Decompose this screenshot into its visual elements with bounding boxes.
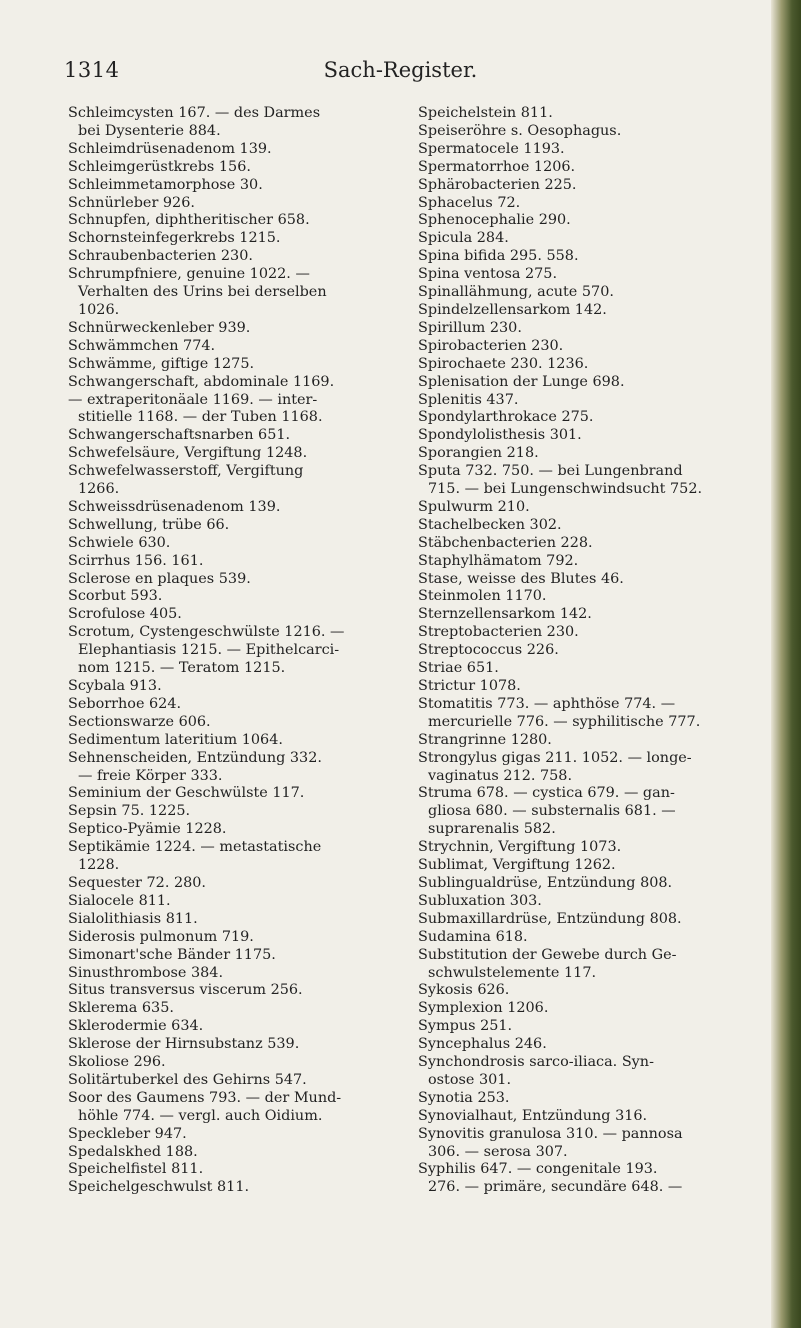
index-column-right [418, 105, 773, 1197]
index-entry [68, 947, 408, 965]
index-entry-line: Schornsteinfegerkrebs 1215. [68, 230, 281, 247]
index-entry [418, 911, 773, 929]
index-entry [68, 803, 408, 821]
running-title: Sach-Register. [323, 58, 478, 82]
index-entry-line: Schnürweckenleber 939. [68, 319, 251, 336]
index-entry-line: Subluxation 303. [418, 892, 542, 909]
index-entry-line: Soor des Gaumens 793. — der Mund- [68, 1089, 342, 1106]
index-entry [68, 1161, 408, 1179]
index-entry-line: Schwiele 630. [68, 534, 171, 551]
index-entry-line: Spina ventosa 275. [418, 266, 558, 283]
index-entry-line: Sympus 251. [418, 1018, 513, 1035]
index-entry-line: Sepsin 75. 1225. [68, 803, 191, 820]
index-entry-line: Sklerema 635. [68, 1000, 174, 1017]
index-entry-line: Scrofulose 405. [68, 606, 182, 623]
index-entry-line: Schweissdrüsenadenom 139. [68, 498, 281, 515]
index-entry-line: Seminium der Geschwülste 117. [68, 785, 305, 802]
index-entry-line: Spinallähmung, acute 570. [418, 284, 614, 301]
index-entry [418, 284, 773, 302]
index-entry-line: 306. — serosa 307. [428, 1143, 568, 1160]
index-entry-line: Sequester 72. 280. [68, 874, 207, 891]
index-entry [418, 195, 773, 213]
index-entry-line: Spindelzellensarkom 142. [418, 301, 607, 318]
index-entry-line: Substitution der Gewebe durch Ge- [418, 946, 677, 963]
index-entry-line: Sternzellensarkom 142. [418, 606, 592, 623]
index-entry-line: Struma 678. — cystica 679. — gan- [418, 785, 675, 802]
index-column-left [68, 105, 408, 1197]
index-entry-line: Spondylarthrokace 275. [418, 409, 594, 426]
index-entry [418, 732, 773, 750]
index-entry [68, 374, 408, 392]
index-entry [418, 893, 773, 911]
index-entry [68, 177, 408, 195]
index-entry [418, 660, 773, 678]
index-entry [418, 624, 773, 642]
index-entry-line: Steinmolen 1170. [418, 588, 547, 605]
index-entry-line: Schwefelwasserstoff, Vergiftung [68, 463, 304, 480]
index-entry-line: Schnupfen, diphtheritischer 658. [68, 212, 310, 229]
index-entry-line: schwulstelemente 117. [428, 964, 597, 981]
index-entry-line: Synovialhaut, Entzündung 316. [418, 1107, 648, 1124]
index-entry-line: höhle 774. — vergl. auch Oidium. [78, 1107, 323, 1124]
index-entry-line: Schwefelsäure, Vergiftung 1248. [68, 445, 308, 462]
index-entry [418, 606, 773, 624]
index-entry [68, 320, 408, 338]
index-entry [68, 588, 408, 606]
index-entry-line: 1026. [78, 301, 120, 318]
index-entry [418, 445, 773, 463]
index-entry-line: Stachelbecken 302. [418, 516, 562, 533]
index-entry-line: Schraubenbacterien 230. [68, 248, 253, 265]
index-entry [68, 624, 408, 678]
index-entry [68, 1036, 408, 1054]
index-entry-line: Symplexion 1206. [418, 1000, 549, 1017]
index-entry [418, 982, 773, 1000]
index-entry-line: Spedalskhed 188. [68, 1143, 198, 1160]
index-entry [418, 320, 773, 338]
index-entry-line: Schwellung, trübe 66. [68, 516, 230, 533]
index-entry-line: Synovitis granulosa 310. — pannosa [418, 1125, 683, 1142]
index-entry-line: Sehnenscheiden, Entzündung 332. [68, 749, 322, 766]
index-entry [68, 517, 408, 535]
index-entry [418, 463, 773, 499]
index-entry [418, 1126, 773, 1162]
index-entry-line: Spondylolisthesis 301. [418, 427, 582, 444]
index-entry-line: nom 1215. — Teratom 1215. [78, 660, 286, 677]
index-entry [68, 105, 408, 141]
index-entry-line: Elephantiasis 1215. — Epithelcarci- [78, 642, 340, 659]
index-entry-line: Schleimdrüsenadenom 139. [68, 140, 272, 157]
index-entry-line: Spulwurm 210. [418, 498, 530, 515]
index-entry-line: Siderosis pulmonum 719. [68, 928, 254, 945]
index-entry [418, 1090, 773, 1108]
index-entry [68, 266, 408, 320]
index-entry-line: Schleimgerüstkrebs 156. [68, 158, 251, 175]
index-entry [418, 499, 773, 517]
index-entry [68, 553, 408, 571]
index-entry-line: — freie Körper 333. [78, 767, 223, 784]
index-entry-line: Skoliose 296. [68, 1054, 166, 1071]
index-entry-line: Sialocele 811. [68, 892, 171, 909]
index-entry [68, 821, 408, 839]
index-entry-line: Sphärobacterien 225. [418, 176, 577, 193]
index-entry-line: Staphylhämatom 792. [418, 552, 579, 569]
index-entry [418, 230, 773, 248]
index-entry-line: Spermatorrhoe 1206. [418, 158, 576, 175]
index-entry-line: Schleimmetamorphose 30. [68, 176, 263, 193]
page-edge-shadow [771, 0, 801, 1328]
index-entry [418, 105, 773, 123]
index-entry-line: mercurielle 776. — syphilitische 777. [428, 713, 701, 730]
index-entry [418, 427, 773, 445]
index-entry-line: Streptococcus 226. [418, 642, 559, 659]
index-entry-line: Spina bifida 295. 558. [418, 248, 579, 265]
index-entry-line: Sphenocephalie 290. [418, 212, 571, 229]
index-entry-line: Speichelstein 811. [418, 105, 553, 121]
index-entry-line: Synchondrosis sarco-iliaca. Syn- [418, 1054, 654, 1071]
index-entry [418, 1054, 773, 1090]
index-entry [418, 535, 773, 553]
index-entry [418, 839, 773, 857]
index-entry-line: Sklerodermie 634. [68, 1018, 204, 1035]
index-entry-line: stitielle 1168. — der Tuben 1168. [78, 409, 323, 426]
index-entry [418, 248, 773, 266]
index-entry-line: Schleimcysten 167. — des Darmes [68, 105, 321, 121]
index-entry-line: Schwämmchen 774. [68, 337, 216, 354]
index-entry [68, 696, 408, 714]
index-entry-line: Stäbchenbacterien 228. [418, 534, 593, 551]
index-entry-line: Sporangien 218. [418, 445, 539, 462]
index-entry [418, 266, 773, 284]
index-entry-line: Sclerose en plaques 539. [68, 570, 251, 587]
index-entry-line: Sykosis 626. [418, 982, 510, 999]
index-entry [68, 571, 408, 589]
index-entry [418, 517, 773, 535]
index-entry-line: Strychnin, Vergiftung 1073. [418, 839, 622, 856]
index-entry-line: 1266. [78, 481, 120, 498]
index-entry-line: Streptobacterien 230. [418, 624, 579, 641]
index-entry-line: vaginatus 212. 758. [428, 767, 573, 784]
index-entry-line: Speichelfistel 811. [68, 1161, 204, 1178]
index-entry [68, 839, 408, 875]
index-entry [68, 338, 408, 356]
index-entry [68, 195, 408, 213]
index-entry [68, 1000, 408, 1018]
index-entry-line: — extraperitonäale 1169. — inter- [68, 391, 318, 408]
index-entry [418, 929, 773, 947]
page-number: 1314 [64, 58, 120, 82]
index-entry [68, 427, 408, 445]
index-entry [68, 875, 408, 893]
index-entry [68, 982, 408, 1000]
index-entry-line: Spicula 284. [418, 230, 509, 247]
page-header [0, 58, 801, 82]
index-entry-line: Scirrhus 156. 161. [68, 552, 204, 569]
index-entry [418, 947, 773, 983]
index-entry-line: Scybala 913. [68, 678, 162, 694]
index-entry-line: bei Dysenterie 884. [78, 122, 221, 139]
index-entry [418, 1000, 773, 1018]
index-entry [68, 535, 408, 553]
index-entry [68, 230, 408, 248]
index-entry [68, 1054, 408, 1072]
index-entry-line: Splenitis 437. [418, 391, 519, 408]
index-entry [418, 750, 773, 786]
index-entry [418, 374, 773, 392]
index-entry-line: Sinusthrombose 384. [68, 964, 224, 981]
index-entry-line: Spirochaete 230. 1236. [418, 355, 589, 372]
index-entry-line: Sphacelus 72. [418, 194, 521, 211]
index-entry-line: Schrumpfniere, genuine 1022. — [68, 266, 310, 283]
index-entry [68, 1072, 408, 1090]
index-entry [68, 356, 408, 374]
index-entry [68, 248, 408, 266]
index-entry-line: Stase, weisse des Blutes 46. [418, 570, 624, 587]
index-entry [68, 678, 408, 696]
index-entry-line: Sectionswarze 606. [68, 713, 211, 730]
index-entry-line: Sublingualdrüse, Entzündung 808. [418, 874, 673, 891]
index-entry [68, 392, 408, 428]
index-entry [68, 1018, 408, 1036]
index-entry-line: Scorbut 593. [68, 588, 163, 605]
index-entry [68, 750, 408, 786]
index-entry [418, 1018, 773, 1036]
index-entry [418, 177, 773, 195]
index-entry-line: Speiseröhre s. Oesophagus. [418, 122, 622, 139]
index-entry [418, 141, 773, 159]
index-entry [418, 785, 773, 839]
index-entry [68, 1126, 408, 1144]
index-entry [418, 159, 773, 177]
index-entry [418, 1108, 773, 1126]
index-entry [418, 392, 773, 410]
index-entry-line: 276. — primäre, secundäre 648. — [428, 1179, 683, 1196]
index-entry [68, 785, 408, 803]
index-entry-line: Strangrinne 1280. [418, 731, 552, 748]
index-entry-line: Speichelgeschwulst 811. [68, 1179, 250, 1196]
index-entry-line: Sudamina 618. [418, 928, 528, 945]
index-entry-line: Schnürleber 926. [68, 194, 195, 211]
index-entry [418, 338, 773, 356]
index-entry-line: Schwangerschaftsnarben 651. [68, 427, 291, 444]
index-entry [68, 212, 408, 230]
index-entry [418, 642, 773, 660]
index-entry-line: Sputa 732. 750. — bei Lungenbrand [418, 463, 683, 480]
index-entry [418, 696, 773, 732]
index-entry-line: Schwangerschaft, abdominale 1169. [68, 373, 335, 390]
index-entry [418, 356, 773, 374]
index-entry-line: Spirobacterien 230. [418, 337, 564, 354]
index-entry-line: Verhalten des Urins bei derselben [78, 284, 327, 301]
index-entry-line: Splenisation der Lunge 698. [418, 373, 625, 390]
index-entry-line: Schwämme, giftige 1275. [68, 355, 255, 372]
index-entry [68, 893, 408, 911]
index-entry-line: Situs transversus viscerum 256. [68, 982, 303, 999]
index-entry [68, 911, 408, 929]
index-entry [68, 929, 408, 947]
index-entry-line: Speckleber 947. [68, 1125, 187, 1142]
index-entry [68, 1179, 408, 1197]
index-entry-line: Spermatocele 1193. [418, 140, 565, 157]
index-entry [418, 409, 773, 427]
index-entry-line: Stomatitis 773. — aphthöse 774. — [418, 695, 676, 712]
index-entry-line: Septikämie 1224. — metastatische [68, 839, 322, 856]
index-entry [68, 159, 408, 177]
index-entry [418, 588, 773, 606]
index-entry [68, 445, 408, 463]
index-entry [418, 1036, 773, 1054]
index-entry-line: Spirillum 230. [418, 319, 522, 336]
index-entry [68, 463, 408, 499]
index-entry-line: Strongylus gigas 211. 1052. — longe- [418, 749, 692, 766]
index-entry [68, 965, 408, 983]
index-entry-line: Striae 651. [418, 660, 499, 677]
index-entry-line: Scrotum, Cystengeschwülste 1216. — [68, 624, 345, 641]
index-entry-line: Solitärtuberkel des Gehirns 547. [68, 1071, 307, 1088]
index-entry-line: Sedimentum lateritium 1064. [68, 731, 283, 748]
index-entry-line: suprarenalis 582. [428, 821, 556, 838]
index-entry [418, 875, 773, 893]
index-entry-line: Sklerose der Hirnsubstanz 539. [68, 1036, 300, 1053]
index-entry [68, 732, 408, 750]
index-entry-line: gliosa 680. — substernalis 681. — [428, 803, 676, 820]
index-entry-line: Submaxillardrüse, Entzündung 808. [418, 910, 682, 927]
index-entry [68, 714, 408, 732]
index-entry-line: ostose 301. [428, 1071, 512, 1088]
index-entry-line: 1228. [78, 857, 120, 874]
index-entry [418, 571, 773, 589]
index-entry-line: Syncephalus 246. [418, 1036, 547, 1053]
index-entry-line: Sialolithiasis 811. [68, 910, 198, 927]
index-entry-line: Sublimat, Vergiftung 1262. [418, 857, 616, 874]
index-entry [418, 302, 773, 320]
index-entry [418, 212, 773, 230]
index-entry [68, 141, 408, 159]
index-entry [418, 553, 773, 571]
index-entry [68, 499, 408, 517]
index-entry-line: Syphilis 647. — congenitale 193. [418, 1161, 658, 1178]
index-entry-line: Septico-Pyämie 1228. [68, 821, 227, 838]
index-entry-line: Strictur 1078. [418, 678, 521, 694]
index-entry-line: Seborrhoe 624. [68, 695, 182, 712]
index-entry-line: Synotia 253. [418, 1089, 510, 1106]
index-entry [418, 857, 773, 875]
index-entry [68, 1090, 408, 1126]
index-entry [68, 1144, 408, 1162]
index-entry [418, 1161, 773, 1197]
index-entry-line: Simonart'sche Bänder 1175. [68, 946, 276, 963]
index-entry [68, 606, 408, 624]
index-entry [418, 123, 773, 141]
index-entry [418, 678, 773, 696]
index-entry-line: 715. — bei Lungenschwindsucht 752. [428, 481, 703, 498]
